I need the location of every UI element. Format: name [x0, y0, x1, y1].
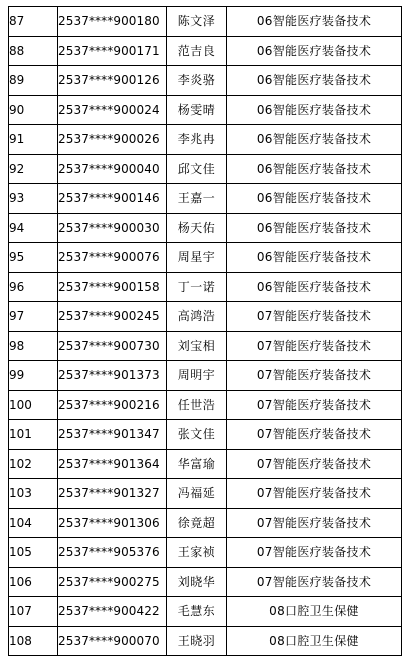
student-id-cell: 2537****905376 [58, 538, 167, 568]
student-name-cell: 王家祯 [167, 538, 227, 568]
row-number-cell: 106 [9, 567, 58, 597]
student-name-cell: 高鸿浩 [167, 302, 227, 332]
student-id-cell: 2537****901327 [58, 479, 167, 509]
major-cell: 07智能医疗装备技术 [227, 420, 402, 450]
major-cell: 08口腔卫生保健 [227, 626, 402, 656]
major-cell: 08口腔卫生保健 [227, 597, 402, 627]
table-row [9, 538, 402, 568]
major-cell: 06智能医疗装备技术 [227, 213, 402, 243]
student-id-cell: 2537****900216 [58, 390, 167, 420]
student-id-cell: 2537****900076 [58, 243, 167, 273]
major-cell: 06智能医疗装备技术 [227, 95, 402, 125]
table-row [9, 243, 402, 273]
major-cell: 06智能医疗装备技术 [227, 36, 402, 66]
row-number-cell: 108 [9, 626, 58, 656]
student-name-cell: 徐竟超 [167, 508, 227, 538]
row-number-cell: 97 [9, 302, 58, 332]
row-number-cell: 105 [9, 538, 58, 568]
student-name-cell: 王嘉一 [167, 184, 227, 214]
student-name-cell: 杨天佑 [167, 213, 227, 243]
major-cell: 06智能医疗装备技术 [227, 184, 402, 214]
student-name-cell: 张文佳 [167, 420, 227, 450]
row-number-cell: 96 [9, 272, 58, 302]
major-cell: 07智能医疗装备技术 [227, 567, 402, 597]
major-cell: 06智能医疗装备技术 [227, 154, 402, 184]
row-number-cell: 94 [9, 213, 58, 243]
table-row [9, 361, 402, 391]
table-row [9, 7, 402, 37]
table-row [9, 331, 402, 361]
table-row [9, 95, 402, 125]
row-number-cell: 107 [9, 597, 58, 627]
student-name-cell: 周明宇 [167, 361, 227, 391]
major-cell: 06智能医疗装备技术 [227, 272, 402, 302]
major-cell: 07智能医疗装备技术 [227, 508, 402, 538]
table-row [9, 36, 402, 66]
row-number-cell: 89 [9, 66, 58, 96]
student-name-cell: 陈文泽 [167, 7, 227, 37]
row-number-cell: 98 [9, 331, 58, 361]
student-id-cell: 2537****900245 [58, 302, 167, 332]
student-id-cell: 2537****901373 [58, 361, 167, 391]
student-name-cell: 毛慧东 [167, 597, 227, 627]
student-id-cell: 2537****900070 [58, 626, 167, 656]
student-name-cell: 李炎骆 [167, 66, 227, 96]
table-row [9, 184, 402, 214]
row-number-cell: 88 [9, 36, 58, 66]
row-number-cell: 91 [9, 125, 58, 155]
table-row [9, 567, 402, 597]
student-id-cell: 2537****901364 [58, 449, 167, 479]
student-id-cell: 2537****900275 [58, 567, 167, 597]
table-row [9, 272, 402, 302]
student-id-cell: 2537****900180 [58, 7, 167, 37]
student-id-cell: 2537****900146 [58, 184, 167, 214]
student-id-cell: 2537****900422 [58, 597, 167, 627]
student-name-cell: 邱文佳 [167, 154, 227, 184]
student-name-cell: 周星宇 [167, 243, 227, 273]
major-cell: 07智能医疗装备技术 [227, 361, 402, 391]
student-id-cell: 2537****900171 [58, 36, 167, 66]
major-cell: 06智能医疗装备技术 [227, 7, 402, 37]
major-cell: 06智能医疗装备技术 [227, 66, 402, 96]
student-id-cell: 2537****900158 [58, 272, 167, 302]
student-id-cell: 2537****901306 [58, 508, 167, 538]
table-row [9, 213, 402, 243]
row-number-cell: 95 [9, 243, 58, 273]
table-row [9, 390, 402, 420]
student-id-cell: 2537****900024 [58, 95, 167, 125]
row-number-cell: 104 [9, 508, 58, 538]
table-row [9, 508, 402, 538]
student-id-cell: 2537****900026 [58, 125, 167, 155]
student-name-cell: 任世浩 [167, 390, 227, 420]
table-row [9, 125, 402, 155]
row-number-cell: 102 [9, 449, 58, 479]
student-name-cell: 刘宝相 [167, 331, 227, 361]
student-name-cell: 范吉良 [167, 36, 227, 66]
table-row [9, 420, 402, 450]
table-row [9, 597, 402, 627]
row-number-cell: 87 [9, 7, 58, 37]
row-number-cell: 92 [9, 154, 58, 184]
table-row [9, 626, 402, 656]
student-id-cell: 2537****901347 [58, 420, 167, 450]
row-number-cell: 99 [9, 361, 58, 391]
major-cell: 06智能医疗装备技术 [227, 243, 402, 273]
student-name-cell: 杨雯晴 [167, 95, 227, 125]
student-name-cell: 华富瑜 [167, 449, 227, 479]
table-row [9, 449, 402, 479]
major-cell: 07智能医疗装备技术 [227, 331, 402, 361]
major-cell: 07智能医疗装备技术 [227, 479, 402, 509]
student-name-cell: 冯福延 [167, 479, 227, 509]
student-id-cell: 2537****900040 [58, 154, 167, 184]
major-cell: 07智能医疗装备技术 [227, 302, 402, 332]
row-number-cell: 101 [9, 420, 58, 450]
row-number-cell: 93 [9, 184, 58, 214]
row-number-cell: 90 [9, 95, 58, 125]
student-name-cell: 丁一诺 [167, 272, 227, 302]
table-row [9, 302, 402, 332]
major-cell: 07智能医疗装备技术 [227, 538, 402, 568]
student-id-cell: 2537****900030 [58, 213, 167, 243]
student-name-cell: 刘晓华 [167, 567, 227, 597]
student-roster-table [8, 6, 402, 656]
student-name-cell: 李兆冉 [167, 125, 227, 155]
row-number-cell: 103 [9, 479, 58, 509]
table-row [9, 154, 402, 184]
table-row [9, 479, 402, 509]
major-cell: 07智能医疗装备技术 [227, 449, 402, 479]
student-name-cell: 王晓羽 [167, 626, 227, 656]
row-number-cell: 100 [9, 390, 58, 420]
major-cell: 07智能医疗装备技术 [227, 390, 402, 420]
student-id-cell: 2537****900126 [58, 66, 167, 96]
table-row [9, 66, 402, 96]
roster-body [9, 7, 402, 656]
major-cell: 06智能医疗装备技术 [227, 125, 402, 155]
student-id-cell: 2537****900730 [58, 331, 167, 361]
